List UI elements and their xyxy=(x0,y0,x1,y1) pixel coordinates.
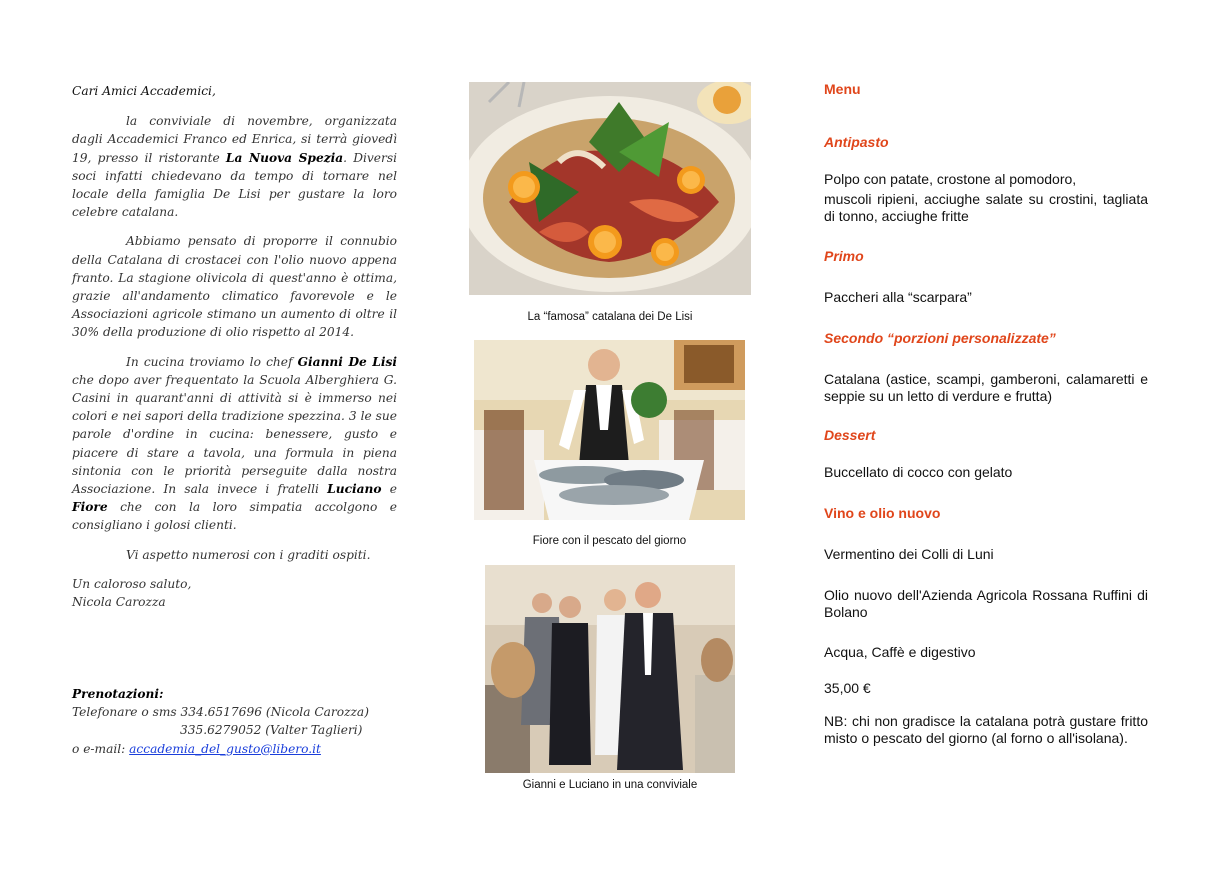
brother-name-1: Luciano xyxy=(327,482,382,497)
vino-item: Vermentino dei Colli di Luni xyxy=(824,546,994,562)
text: la conviviale di novembre, organizzata dagli Accademici Franco ed Enrica, si terrà giovedì 19, presso il ristorante xyxy=(72,114,397,165)
text: . Diversi soci infatti chiedevano da tempo di tornare nel locale della famiglia De Lisi per gustare la loro celebre catalana. xyxy=(72,150,397,220)
text: che con la loro simpatia accolgono e consigliano i golosi clienti. xyxy=(72,500,397,533)
catalana-dish-image xyxy=(469,82,751,295)
dessert-heading: Dessert xyxy=(824,427,876,443)
closing-line: Un caloroso saluto, xyxy=(72,576,192,591)
text: che dopo aver frequentato la Scuola Alberghiera G. Casini in quarant'anni di attività si è immerso nei colori e nei sapori della tradizione spezzina. 3 le sue parole d'ordine in cucina: benessere, gusto e piacere di stare a tavola, una formula in piena sintonia con le priorità perseguite dalla nostra Associazione. In sala invece i fratelli xyxy=(72,372,397,497)
dessert-item: Buccellato di cocco con gelato xyxy=(824,464,1013,480)
brother-name-2: Fiore xyxy=(72,500,108,515)
vino-heading: Vino e olio nuovo xyxy=(824,505,941,521)
booking-info xyxy=(72,685,402,758)
group-photo-image xyxy=(485,565,735,773)
email-prefix: o e-mail: xyxy=(72,741,130,756)
text: In cucina troviamo lo chef xyxy=(126,354,298,369)
email-link[interactable]: accademia_del_gusto@libero.it xyxy=(129,741,321,756)
secondo-heading: Secondo “porzioni personalizzate” xyxy=(824,330,1056,346)
photo-caption-2: Fiore con il pescato del giorno xyxy=(532,535,687,547)
booking-title: Prenotazioni: xyxy=(72,687,164,701)
booking-phone-1: Telefonare o sms 334.6517696 (Nicola Carozza) xyxy=(72,705,369,720)
booking-phone-2: 335.6279052 (Valter Taglieri) xyxy=(180,723,363,738)
restaurant-name: La Nuova Spezia xyxy=(225,150,344,165)
chef-name: Gianni De Lisi xyxy=(297,354,398,369)
acqua-item: Acqua, Caffè e digestivo xyxy=(824,644,976,660)
photo-caption-3: Gianni e Luciano in una conviviale xyxy=(522,779,698,791)
photo-catalana xyxy=(469,82,751,295)
invitation-letter xyxy=(72,82,397,611)
menu-title: Menu xyxy=(824,81,861,97)
photo-gianni-luciano xyxy=(485,565,735,773)
letter-paragraph-3 xyxy=(72,353,397,535)
menu-note: NB: chi non gradisce la catalana potrà gustare fritto misto o pescato del giorno (al forno o all'isolana). xyxy=(824,713,1148,746)
antipasto-heading: Antipasto xyxy=(824,134,889,150)
photo-fiore xyxy=(474,340,745,520)
letter-paragraph-4: Vi aspetto numerosi con i graditi ospiti. xyxy=(126,547,371,562)
primo-heading: Primo xyxy=(824,248,864,264)
price: 35,00 € xyxy=(824,680,871,696)
secondo-item: Catalana (astice, scampi, gamberoni, calamaretti e seppie su un letto di verdure e frutta) xyxy=(824,371,1148,404)
olio-item: Olio nuovo dell'Azienda Agricola Rossana Ruffini di Bolano xyxy=(824,587,1148,620)
signature-name: Nicola Carozza xyxy=(72,595,166,610)
antipasto-line-2: muscoli ripieni, acciughe salate su crostini, tagliata di tonno, acciughe fritte xyxy=(824,191,1148,224)
primo-item: Paccheri alla “scarpara” xyxy=(824,289,972,305)
closing xyxy=(72,575,397,611)
fiore-fish-image xyxy=(474,340,745,520)
booking-email-line xyxy=(72,740,402,758)
text: e xyxy=(381,482,397,497)
letter-paragraph-2: Abbiamo pensato di proporre il connubio della Catalana di crostacei con l'olio nuovo appena franto. La stagione olivicola di quest'anno è ottima, grazie all'andamento climatico favorevole e le Associazioni agricole stimano un aumento di oltre il 30% della produzione di olio rispetto al 2014. xyxy=(72,234,397,340)
photo-caption-1: La “famosa” catalana dei De Lisi xyxy=(527,311,693,323)
greeting: Cari Amici Accademici, xyxy=(72,84,216,98)
letter-paragraph-1 xyxy=(72,112,397,221)
antipasto-line-1: Polpo con patate, crostone al pomodoro, xyxy=(824,171,1077,187)
